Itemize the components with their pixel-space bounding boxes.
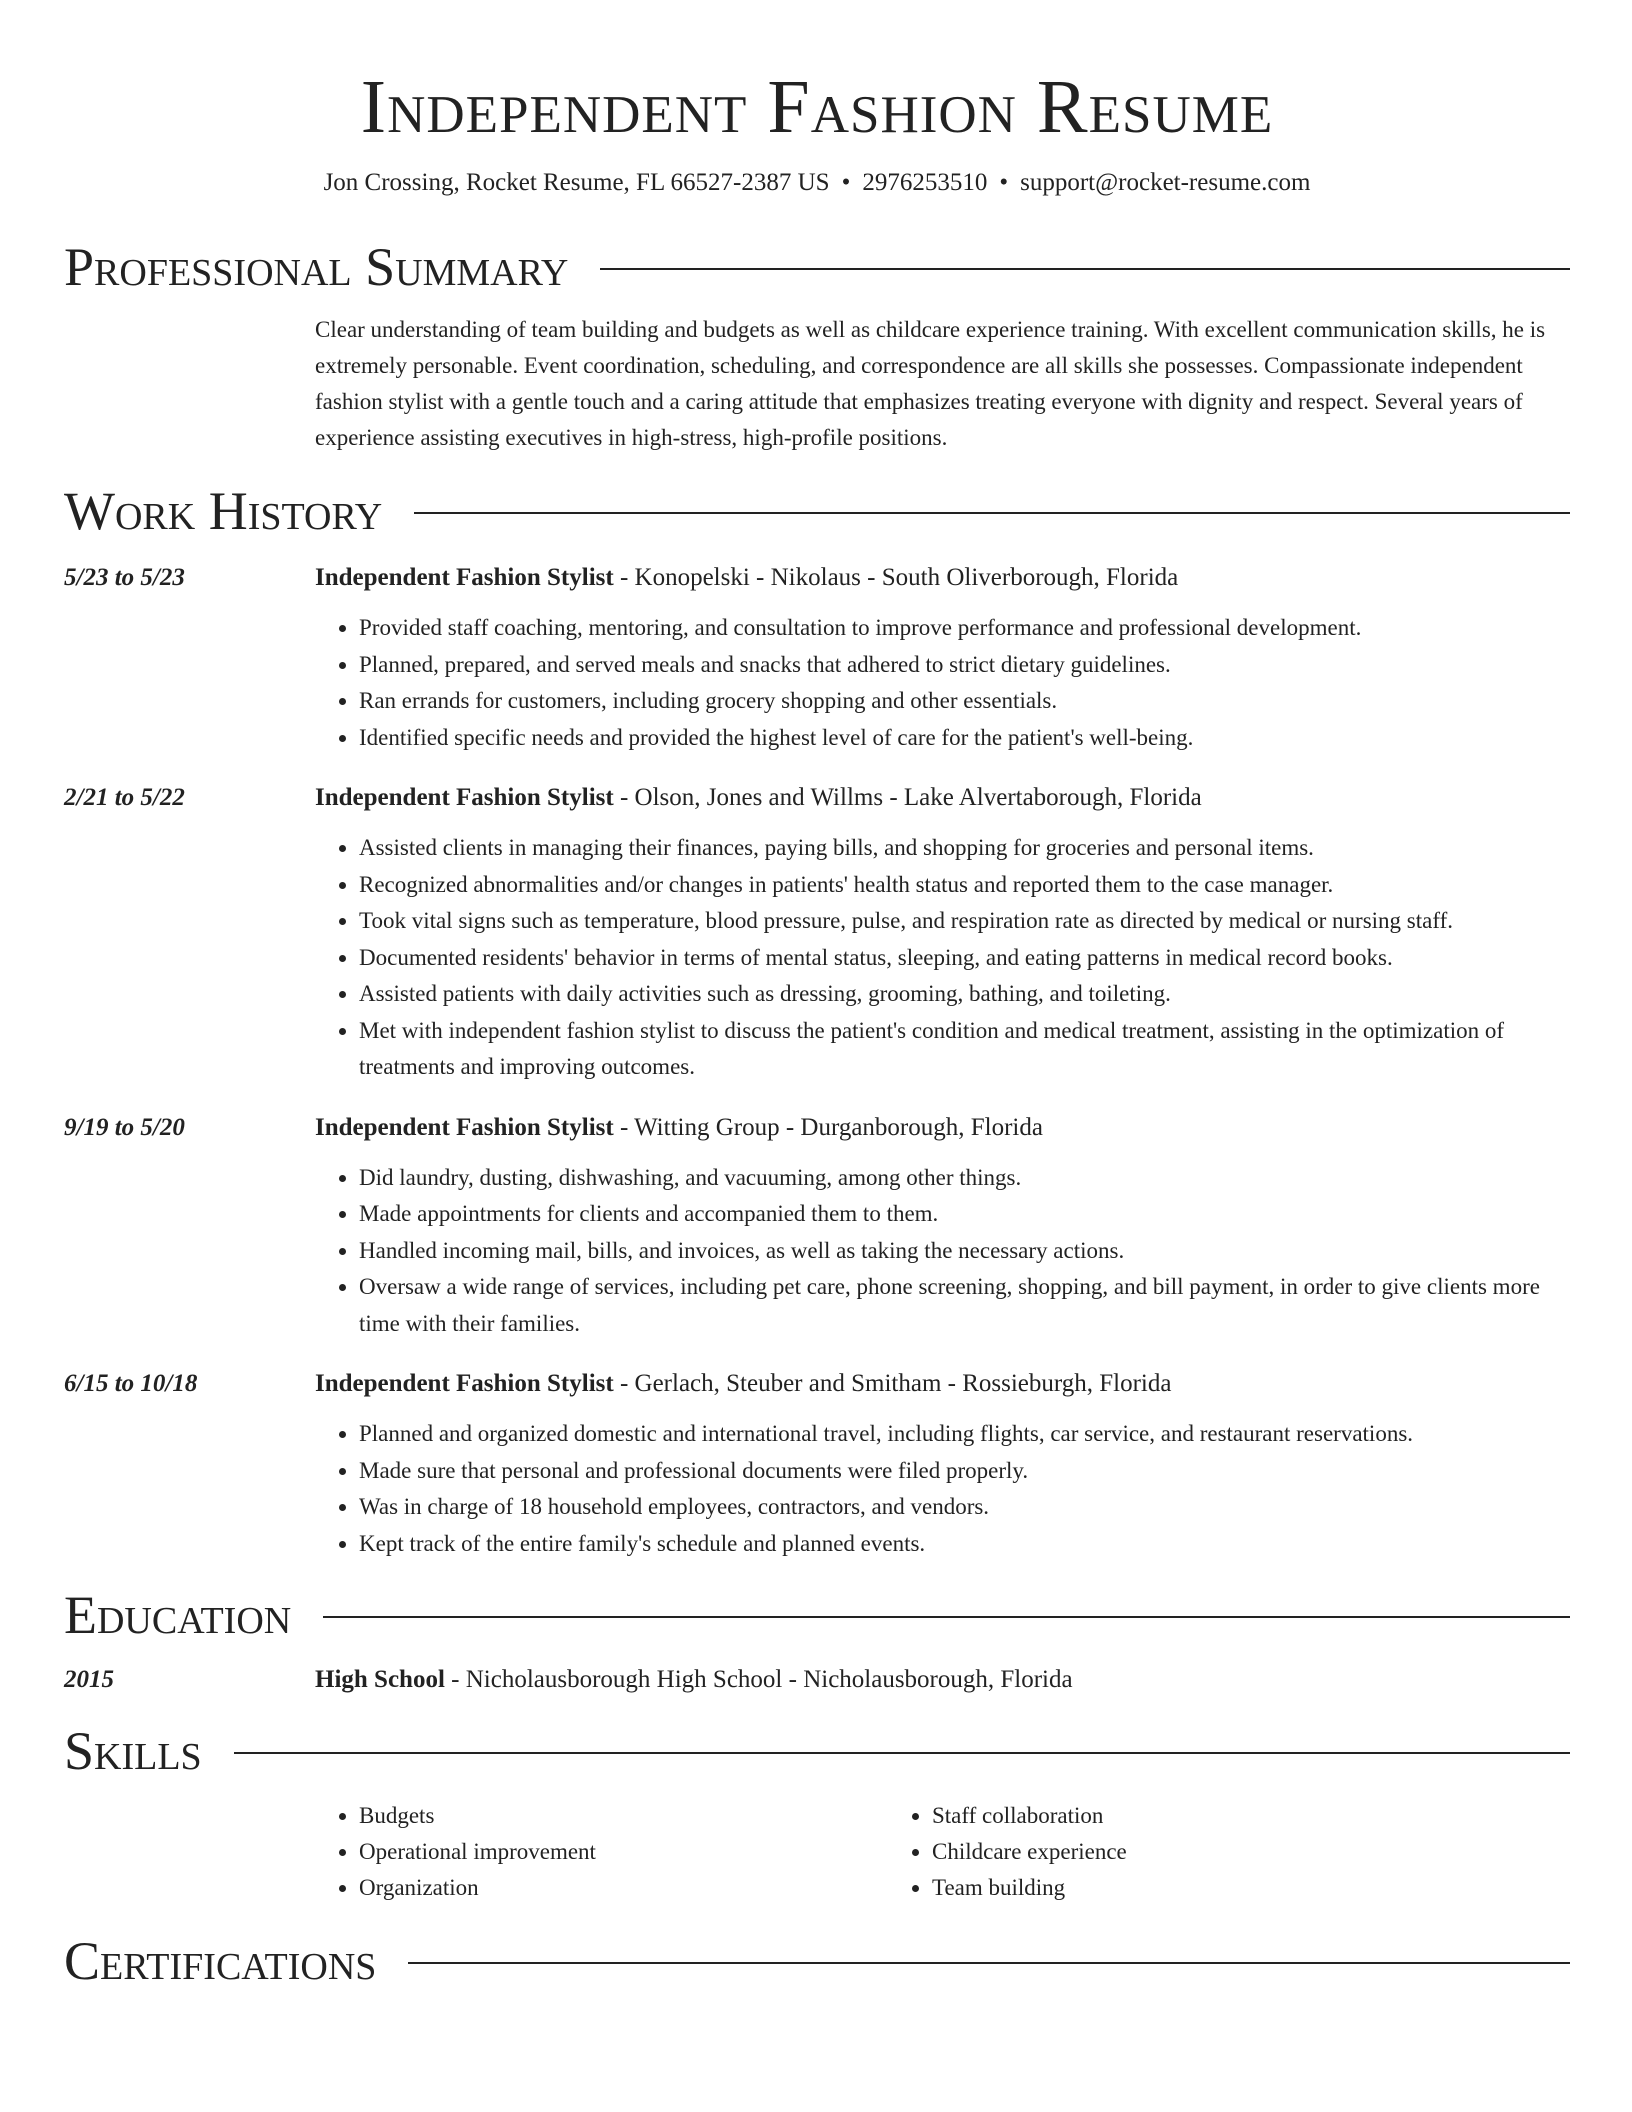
skill-item: • Staff collaboration — [932, 1798, 1461, 1834]
section-divider — [323, 1616, 1570, 1618]
work-entry-employer: - Gerlach, Steuber and Smitham - Rossieburgh, Florida — [613, 1370, 1172, 1397]
skills-list — [315, 1798, 1570, 1906]
education-section-header — [64, 1582, 1570, 1648]
skill-item: • Operational improvement — [359, 1834, 888, 1870]
work-heading: Work History — [64, 481, 383, 541]
work-entry-employer: - Olson, Jones and Willms - Lake Alvertaborough, Florida — [613, 784, 1202, 811]
list-item: • Planned and organized domestic and international travel, including flights, car service, and restaurant reservations. — [359, 1416, 1570, 1453]
work-entry-title-line — [315, 560, 1570, 596]
contact-separator: • — [841, 169, 851, 196]
work-entry-date: 5/23 to 5/23 — [64, 564, 185, 591]
certifications-section-header — [64, 1928, 1570, 1994]
work-entry-bullets — [315, 830, 1570, 1086]
work-entry-bullets — [315, 1160, 1570, 1343]
section-divider — [408, 1962, 1570, 1964]
work-entry-role: Independent Fashion Stylist — [315, 564, 614, 591]
work-entry-title-line — [315, 1110, 1570, 1146]
section-divider — [414, 512, 1570, 514]
work-entry — [64, 560, 1570, 756]
list-item: • Documented residents' behavior in terms of mental status, sleeping, and eating patterns in medical record books. — [359, 940, 1570, 977]
list-item: • Oversaw a wide range of services, including pet care, phone screening, shopping, and bill payment, in order to give clients more time with their families. — [359, 1269, 1570, 1342]
work-entry-employer: - Witting Group - Durganborough, Florida — [613, 1113, 1043, 1141]
list-item: • Made appointments for clients and accompanied them to them. — [359, 1196, 1570, 1233]
work-entry-date: 2/21 to 5/22 — [64, 784, 185, 811]
work-entry-role: Independent Fashion Stylist — [315, 1370, 614, 1397]
work-entry-title-line — [315, 1366, 1570, 1402]
list-item: • Took vital signs such as temperature, blood pressure, pulse, and respiration rate as directed by medical or nursing staff. — [359, 903, 1570, 940]
work-entry-body — [315, 560, 1570, 756]
list-item: • Met with independent fashion stylist to discuss the patient's condition and medical treatment, assisting in the optimization of treatments and improving outcomes. — [359, 1013, 1570, 1086]
summary-text: Clear understanding of team building and budgets as well as childcare experience training. With excellent communication skills, he is extremely personable. Event coordination, scheduling, and correspondence are all skills she possesses. Compassionate independent fashion stylist with a gentle touch and a caring attitude that emphasizes treating everyone with dignity and respect. Several years of experience assisting executives in high-stress, high-profile positions. — [315, 317, 1546, 450]
list-item: • Assisted patients with daily activities such as dressing, grooming, bathing, and toileting. — [359, 976, 1570, 1013]
skills-column-right — [888, 1798, 1461, 1906]
work-entry-date: 6/15 to 10/18 — [64, 1370, 198, 1397]
work-entry-body — [315, 780, 1570, 1086]
education-body — [315, 1662, 1570, 1698]
skills-heading: Skills — [64, 1721, 202, 1781]
contact-separator: • — [999, 169, 1009, 196]
resume-title: Independent Fashion Resume — [360, 65, 1274, 149]
section-divider — [234, 1752, 1570, 1754]
skill-item: • Budgets — [359, 1798, 888, 1834]
work-entry-title-line — [315, 780, 1570, 816]
education-heading: Education — [64, 1585, 292, 1645]
resume-page — [64, 0, 1570, 1994]
summary-section-header — [64, 234, 1570, 300]
list-item: • Provided staff coaching, mentoring, and consultation to improve performance and professional development. — [359, 610, 1570, 647]
education-date: 2015 — [64, 1666, 114, 1693]
list-item: • Handled incoming mail, bills, and invoices, as well as taking the necessary actions. — [359, 1233, 1570, 1270]
work-entry — [64, 1366, 1570, 1562]
list-item: • Ran errands for customers, including grocery shopping and other essentials. — [359, 683, 1570, 720]
list-item: • Did laundry, dusting, dishwashing, and vacuuming, among other things. — [359, 1160, 1570, 1197]
work-entry-body — [315, 1110, 1570, 1343]
work-entry-bullets — [315, 1416, 1570, 1562]
list-item: • Was in charge of 18 household employees, contractors, and vendors. — [359, 1489, 1570, 1526]
work-entry — [64, 1110, 1570, 1343]
list-item: • Kept track of the entire family's schedule and planned events. — [359, 1526, 1570, 1563]
list-item: • Recognized abnormalities and/or changes in patients' health status and reported them to the case manager. — [359, 867, 1570, 904]
skill-item: • Childcare experience — [932, 1834, 1461, 1870]
work-entry-date: 9/19 to 5/20 — [64, 1113, 185, 1141]
contact-line — [64, 166, 1570, 200]
work-entry-body — [315, 1366, 1570, 1562]
list-item: • Made sure that personal and professional documents were filed properly. — [359, 1453, 1570, 1490]
contact-phone: 2976253510 — [862, 169, 988, 196]
work-section-header — [64, 478, 1570, 544]
skill-item: • Organization — [359, 1870, 888, 1906]
certifications-heading: Certifications — [64, 1931, 377, 1991]
work-entry-employer: - Konopelski - Nikolaus - South Oliverborough, Florida — [613, 564, 1179, 591]
work-entry — [64, 780, 1570, 1086]
contact-address: Jon Crossing, Rocket Resume, FL 66527-2387 US — [323, 169, 830, 196]
education-degree: High School — [315, 1666, 445, 1693]
skills-column-left — [315, 1798, 888, 1906]
education-entry — [64, 1662, 1570, 1698]
work-entry-bullets — [315, 610, 1570, 756]
list-item: • Assisted clients in managing their finances, paying bills, and shopping for groceries and personal items. — [359, 830, 1570, 867]
work-entry-role: Independent Fashion Stylist — [315, 784, 614, 811]
section-divider — [600, 268, 1570, 270]
work-entry-role: Independent Fashion Stylist — [315, 1113, 614, 1141]
contact-email: support@rocket-resume.com — [1020, 169, 1311, 196]
list-item: • Planned, prepared, and served meals and snacks that adhered to strict dietary guidelines. — [359, 647, 1570, 684]
list-item: • Identified specific needs and provided the highest level of care for the patient's well-being. — [359, 720, 1570, 757]
work-history-list — [64, 560, 1570, 1562]
summary-heading: Professional Summary — [64, 237, 569, 297]
skill-item: • Team building — [932, 1870, 1461, 1906]
education-line — [315, 1662, 1570, 1698]
education-details: - Nicholausborough High School - Nicholausborough, Florida — [444, 1666, 1073, 1693]
skills-section-header — [64, 1718, 1570, 1784]
